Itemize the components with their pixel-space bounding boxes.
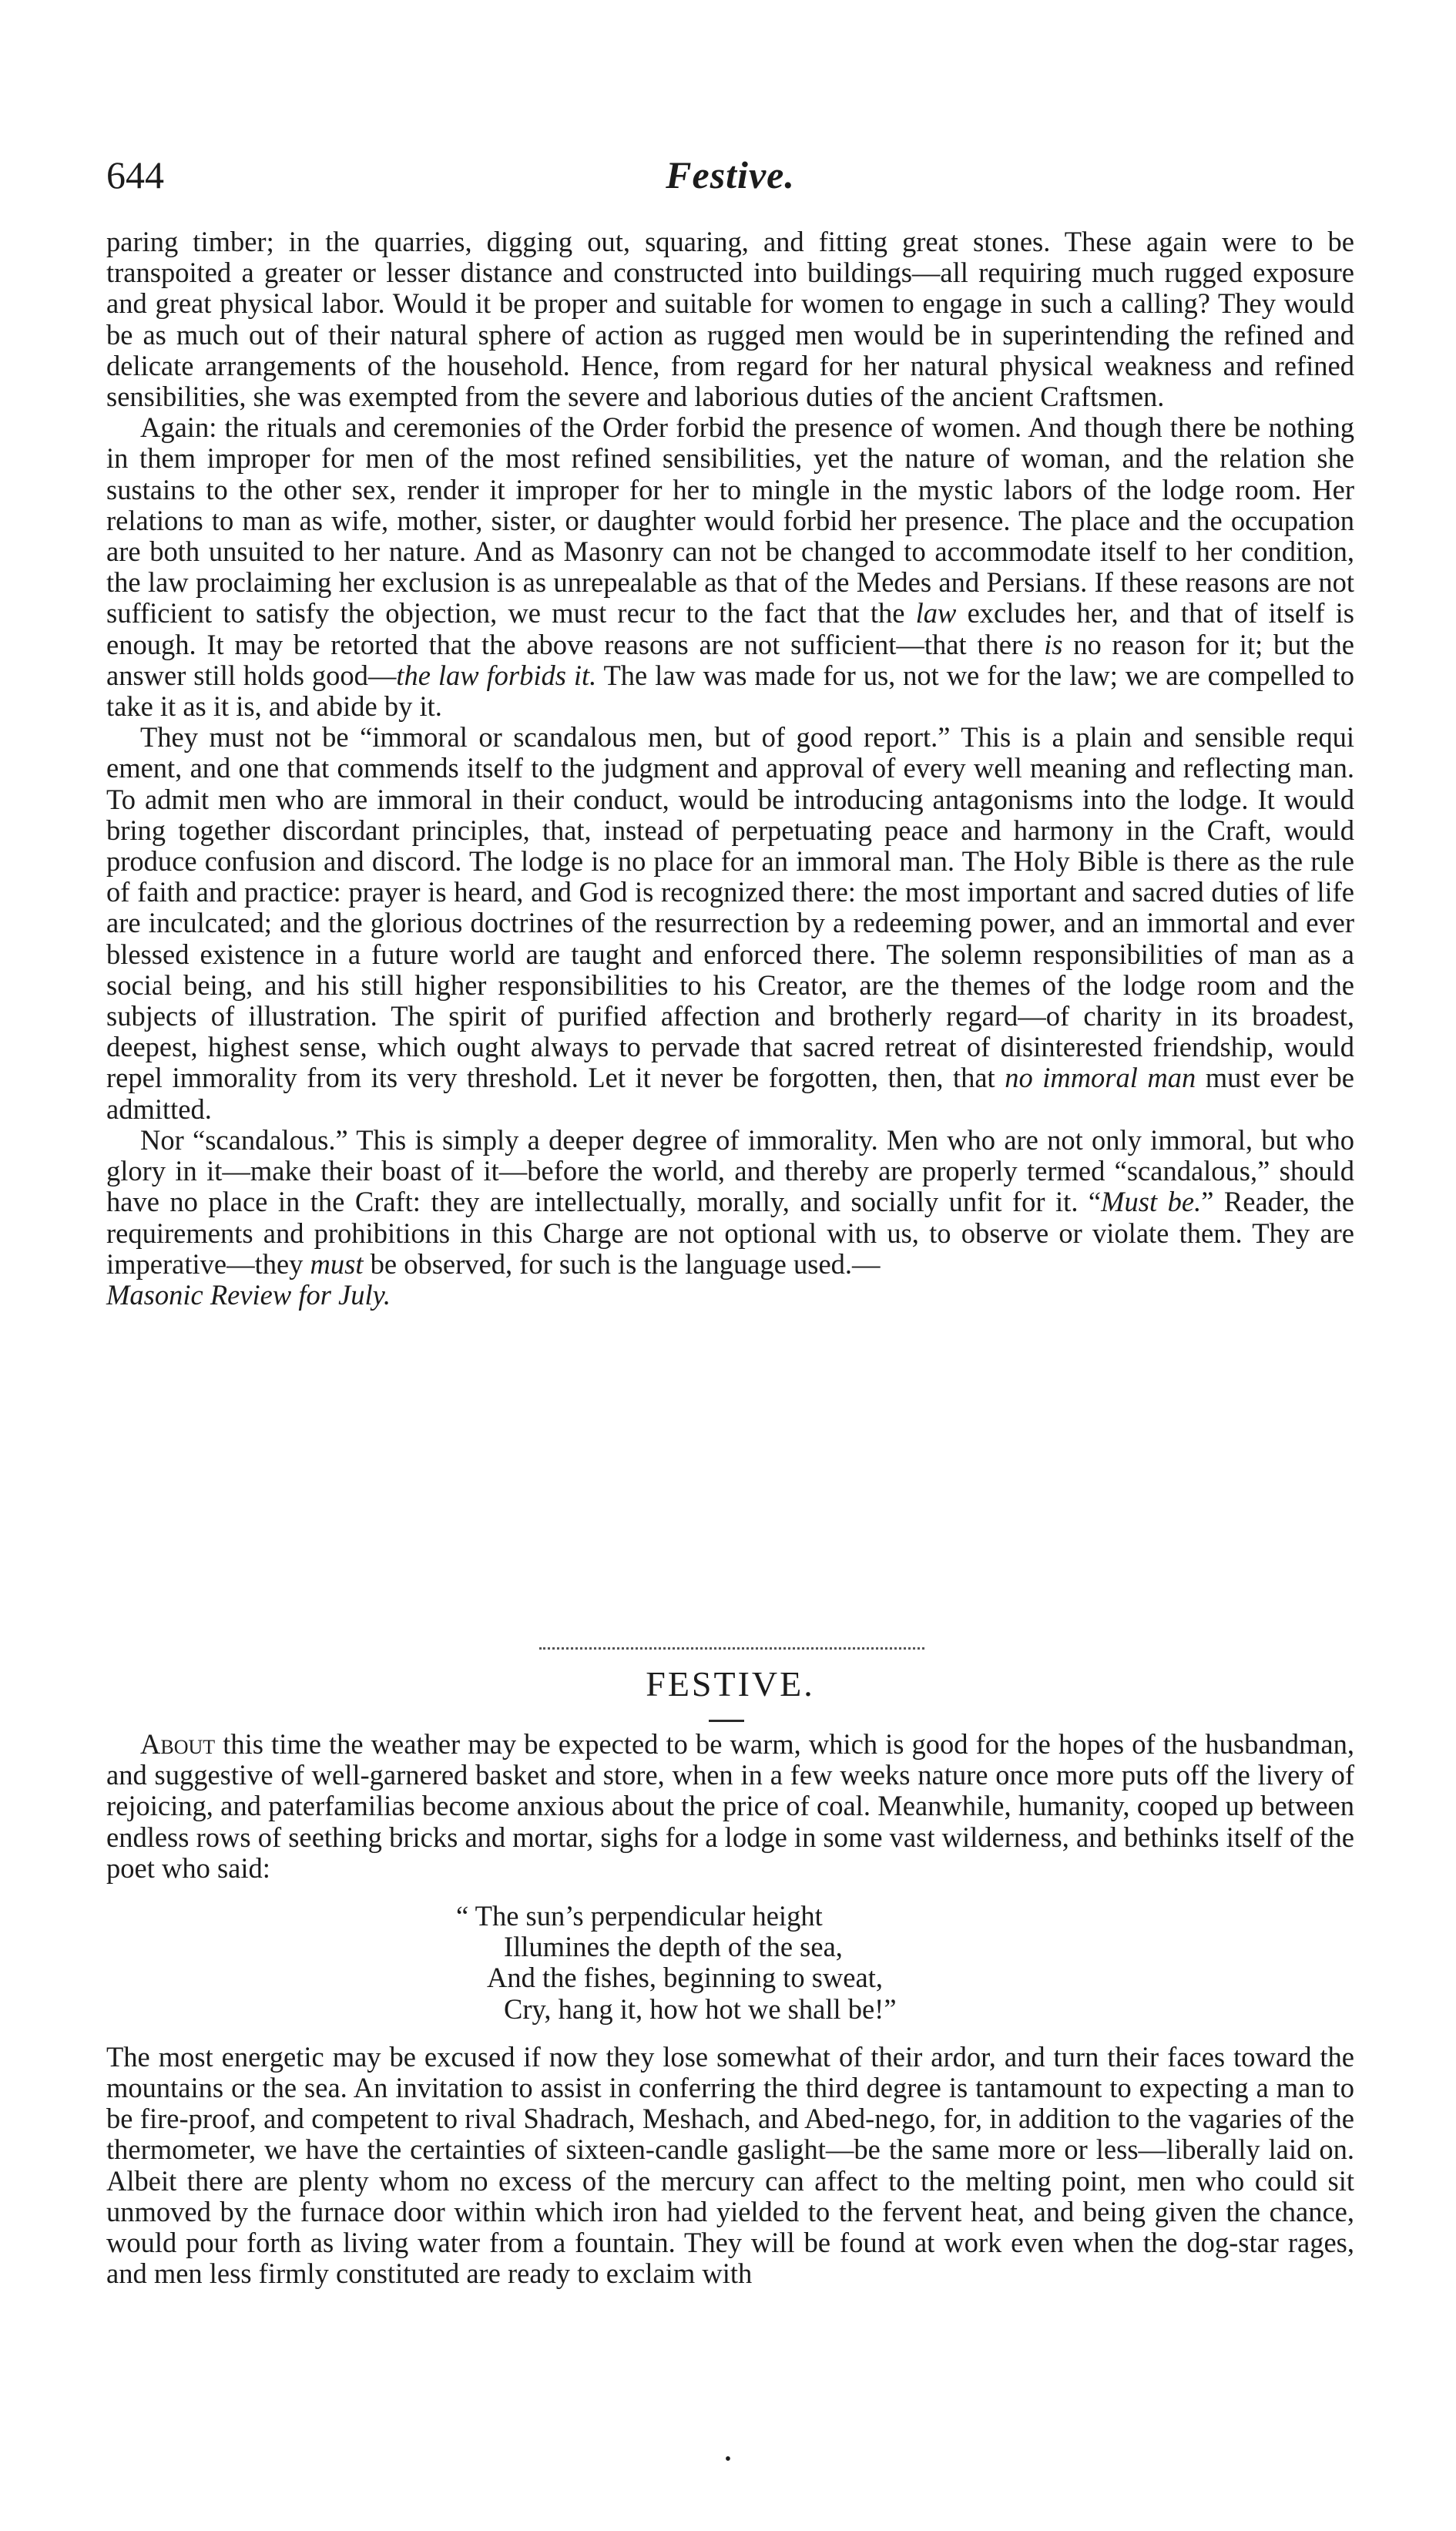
paragraph-text: no reason for it; but the answer still holds good— bbox=[106, 628, 1354, 691]
paragraph-text: excludes her, and that of itself is enough. It may be retorted that the above reasons are not sufficient—that there bbox=[106, 597, 1354, 660]
section-divider bbox=[539, 1647, 924, 1650]
article-paragraph bbox=[106, 1125, 1354, 1311]
paragraph-text: paring timber; in the quarries, digging out, squaring, and fitting great stones. These again were to be transpoited a greater or lesser distance and constructed into buildings—all requiring much rugged exposure and great physical labor. Would it be proper and suitable for women to engage in such a calling? They would be as much out of their natural sphere of action as rugged men would be in superintending the refined and delicate arrangements of the household. Hence, from regard for her natural physical weakness and refined sensibilities, she was exempted from the severe and laborious duties of the ancient Craftsmen. bbox=[106, 226, 1354, 413]
paragraph-text: Again: the rituals and ceremonies of the Order forbid the presence of women. And though there be nothing in them improper for men of the most refined sensibilities, yet the nature of woman, and the relation she sustains to the other sex, render it improper for her to mingle in the mystic labors of the lodge room. Her relations to man as wife, mother, sister, or daughter would forbid her presence. The place and the occupation are both unsuited to her nature. And as Masonry can not be changed to accommodate itself to her condition, the law proclaiming her exclusion is as unrepealable as that of the Medes and Persians. If these reasons are not sufficient to satisfy the objection, we must recur to the fact that the bbox=[106, 411, 1354, 629]
section-heading: FESTIVE. bbox=[646, 1664, 815, 1704]
article-paragraph bbox=[106, 722, 1354, 1125]
paragraph-text: They must not be “immoral or scandalous men, but of good report.” This is a plain and sensible requi ement, and one that commends itself to the judgment and approval of every well meaning and reflecting man. To admit men who are immoral in their conduct, would be introducing antagonisms into the lodge. It would bring together discordant principles, that, instead of perpetuating peace and harmony in the Craft, would produce confusion and discord. The lodge is no place for an immoral man. The Holy Bible is there as the rule of faith and practice: prayer is heard, and God is recognized there: the most important and sacred duties of life are inculcated; and the glorious doctrines of the resurrection by a redeeming power, and an immortal and ever blessed existence in a future world are taught and enforced there. The solemn responsibilities of man as a social being, and his still higher responsibilities to his Creator, are the themes of the lodge room and the subjects of illustration. The spirit of purified affection and brotherly regard—of charity in its broadest, deepest, highest sense, which ought always to pervade that sacred retreat of disinterested friendship, would repel immorality from its very threshold. Let it never be forgotten, then, that bbox=[106, 721, 1354, 1094]
opening-paragraph bbox=[106, 1729, 1354, 1884]
page-number: 644 bbox=[106, 153, 164, 196]
emphasis-text: the law forbids it. bbox=[396, 659, 597, 691]
verse-line: “ The sun’s perpendicular height bbox=[456, 1900, 823, 1932]
emphasis-text: must bbox=[310, 1247, 364, 1280]
article-continuation bbox=[106, 227, 1354, 1311]
paragraph-text: Nor “scandalous.” This is simply a deeper degree of immorality. Men who are not only immoral, but who glory in it—make their boast of it—before the world, and thereby are properly termed “scandalous,” should have no place in the Craft: they are intellectually, morally, and socially unfit for it. “ bbox=[106, 1123, 1354, 1218]
emphasis-text: Must be. bbox=[1101, 1186, 1202, 1218]
verse-line: And the fishes, beginning to sweat, bbox=[487, 1962, 883, 1994]
emphasis-text: no immoral man bbox=[1005, 1062, 1196, 1094]
source-attribution: Masonic Review for July. bbox=[106, 1278, 391, 1311]
paragraph-text: The law was made for us, not we for the law; we are compelled to take it as it is, and abide by it. bbox=[106, 659, 1354, 723]
paragraph-text: be observed, for such is the language used.— bbox=[363, 1247, 881, 1280]
heading-rule bbox=[709, 1720, 744, 1722]
verse-line: Cry, hang it, how hot we shall be!” bbox=[504, 1992, 897, 2025]
running-title: Festive. bbox=[666, 153, 795, 196]
opening-word: About bbox=[140, 1728, 216, 1760]
article-paragraph bbox=[106, 412, 1354, 722]
closing-paragraph bbox=[106, 2042, 1354, 2290]
emphasis-text: is bbox=[1044, 628, 1063, 660]
paragraph-text: must ever be admitted. bbox=[106, 1062, 1354, 1125]
running-head bbox=[106, 148, 1354, 202]
emphasis-text: law bbox=[915, 597, 957, 629]
paragraph-text: The most energetic may be excused if now they lose somewhat of their ardor, and turn their faces toward the mountains or the sea. An invitation to assist in conferring the third degree is tantamount to expecting a man to be fire-proof, and competent to rival Shadrach, Meshach, and Abed-nego, for, in addition to the vagaries of the thermometer, we have the certainties of sixteen-candle gaslight—be the same more or less—liberally laid on. Albeit there are plenty whom no excess of the mercury can affect to the melting point, men who could sit unmoved by the furnace door within which iron had yielded to the fervent heat, and being given the chance, would pour forth as living water from a fountain. They will be found at work even when the dog-star rages, and men less firmly constituted are ready to exclaim with bbox=[106, 2040, 1354, 2290]
footer-bullet-mark: • bbox=[724, 2449, 732, 2469]
paragraph-text: ” Reader, the requirements and prohibitions in this Charge are not optional with us, to observe or violate them. They are imperative—they bbox=[106, 1186, 1355, 1280]
verse-line: Illumines the depth of the sea, bbox=[504, 1931, 843, 1963]
article-paragraph bbox=[106, 227, 1354, 412]
verse-quotation bbox=[456, 1901, 1354, 2025]
paragraph-text: this time the weather may be expected to be warm, which is good for the hopes of the husbandman, and suggestive of well-garnered basket and store, when in a few weeks nature once more puts off the livery of rejoicing, and paterfamilias become anxious about the price of coal. Meanwhile, humanity, cooped up between endless rows of seething bricks and mortar, sighs for a lodge in some vast wilderness, and bethinks itself of the poet who said: bbox=[106, 1728, 1354, 1884]
festive-section-body bbox=[106, 1729, 1354, 2289]
